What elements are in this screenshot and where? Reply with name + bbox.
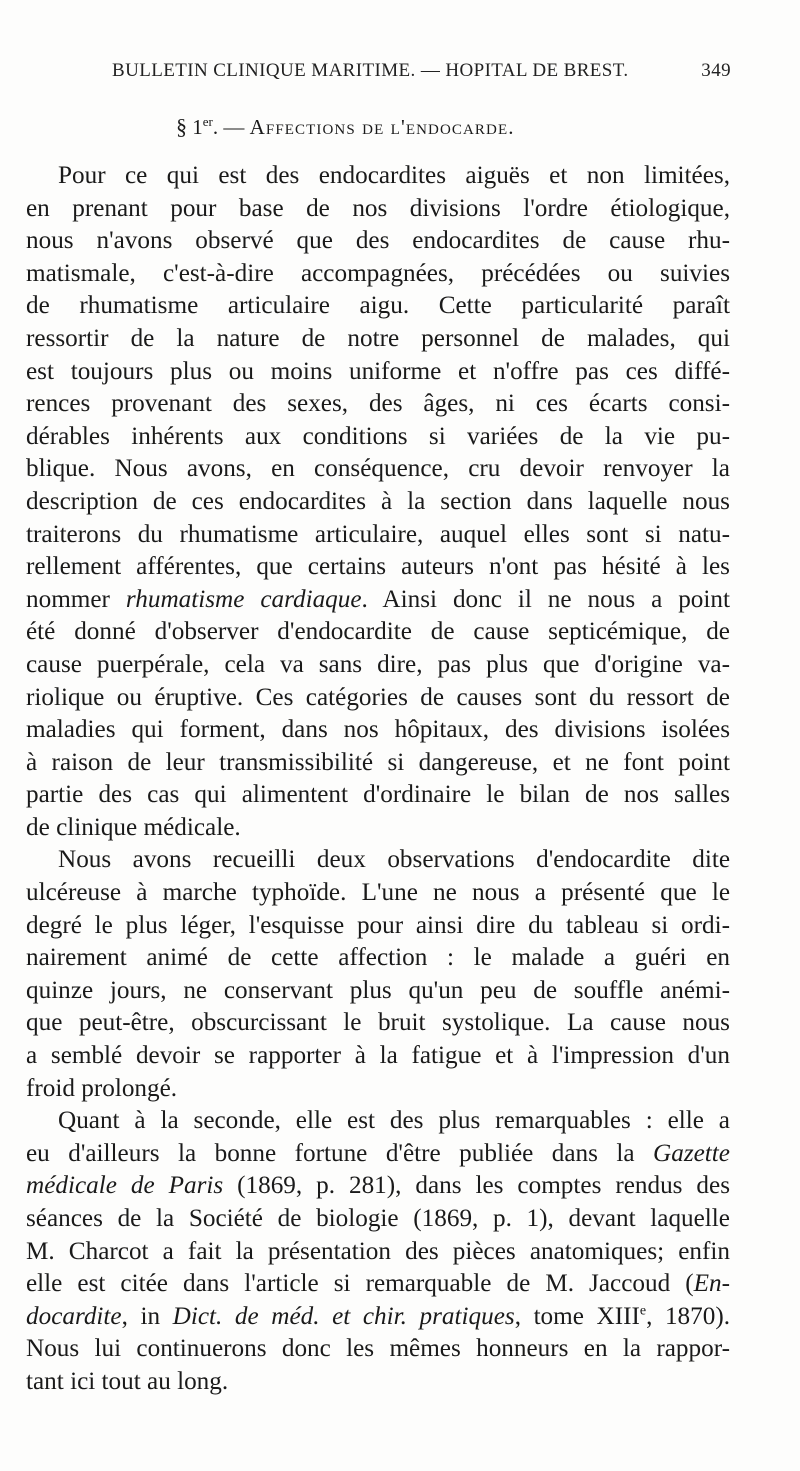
text-line: tant ici tout au long.: [26, 1367, 229, 1395]
text-line: riolique ou éruptive. Ces catégories de causes sont du ressort de: [26, 683, 730, 711]
text-line: rellement afférentes, que certains auteurs n'ont pas hésité à les: [26, 553, 730, 581]
section-dash: . —: [212, 115, 245, 139]
text-line: eu d'ailleurs la bonne fortune d'être publiée dans la Gazette: [26, 1139, 730, 1167]
section-title: Affections de l'endocarde.: [249, 115, 515, 139]
text-line: de clinique médicale.: [26, 813, 241, 841]
text-line: a semblé devoir se rapporter à la fatigue et à l'impression d'un: [26, 1042, 730, 1070]
text-line: ulcéreuse à marche typhoïde. L'une ne nous a présenté que le: [26, 879, 730, 907]
text-line: partie des cas qui alimentent d'ordinaire le bilan de nos salles: [26, 781, 730, 809]
text-line: est toujours plus ou moins uniforme et n'offre pas ces diffé-: [26, 357, 730, 385]
text-line: nous n'avons observé que des endocardites de cause rhu-: [26, 227, 730, 255]
text-line: matismale, c'est-à-dire accompagnées, précédées ou suivies: [26, 259, 730, 287]
running-title: BULLETIN CLINIQUE MARITIME. — HOPITAL DE BREST.: [112, 60, 629, 81]
text-line: description de ces endocardites à la section dans laquelle nous: [26, 487, 730, 515]
page-number: 349: [701, 60, 731, 81]
text-line: de rhumatisme articulaire aigu. Cette particularité paraît: [26, 292, 730, 320]
text-line: elle est citée dans l'article si remarquable de M. Jaccoud (En-: [26, 1270, 730, 1298]
text-line: nairement animé de cette affection : le malade a guéri en: [26, 944, 730, 972]
text-line: traiterons du rhumatisme articulaire, auquel elles sont si natu-: [26, 520, 730, 548]
section-number-superscript: er: [202, 114, 213, 129]
text-line: Nous lui continuerons donc les mêmes honneurs en la rappor-: [26, 1335, 730, 1363]
body-text: [26, 160, 730, 1399]
text-line: nommer rhumatisme cardiaque. Ainsi donc il ne nous a point: [26, 585, 730, 613]
text-line: froid prolongé.: [26, 1074, 178, 1102]
text-line: ressortir de la nature de notre personnel de malades, qui: [26, 324, 730, 352]
text-line: blique. Nous avons, en conséquence, cru devoir renvoyer la: [26, 455, 730, 483]
text-line: M. Charcot a fait la présentation des pièces anatomiques; enfin: [26, 1237, 730, 1265]
text-line: dérables inhérents aux conditions si variées de la vie pu-: [26, 422, 730, 450]
text-line: Nous avons recueilli deux observations d'endocardite dite: [58, 846, 730, 874]
text-line: docardite, in Dict. de méd. et chir. pratiques, tome XIIIe, 1870).: [26, 1302, 731, 1330]
text-line: rences provenant des sexes, des âges, ni ces écarts consi-: [26, 390, 730, 418]
section-heading: [176, 114, 515, 140]
text-line: séances de la Société de biologie (1869, p. 1), devant laquelle: [26, 1205, 730, 1232]
running-head: [106, 60, 731, 88]
text-line: quinze jours, ne conservant plus qu'un peu de souffle anémi-: [26, 976, 730, 1004]
text-line: à raison de leur transmissibilité si dangereuse, et ne font point: [26, 748, 730, 776]
text-line: Quant à la seconde, elle est des plus remarquables : elle a: [58, 1107, 730, 1135]
text-line: médicale de Paris (1869, p. 281), dans les comptes rendus des: [26, 1172, 730, 1200]
text-line: en prenant pour base de nos divisions l'ordre étiologique,: [26, 194, 730, 222]
section-number: 1: [192, 115, 203, 139]
text-line: maladies qui forment, dans nos hôpitaux, des divisions isolées: [26, 716, 730, 744]
text-line: cause puerpérale, cela va sans dire, pas plus que d'origine va-: [26, 650, 730, 678]
text-line: degré le plus léger, l'esquisse pour ainsi dire du tableau si ordi-: [26, 911, 730, 939]
text-line: que peut-être, obscurcissant le bruit systolique. La cause nous: [26, 1009, 730, 1037]
section-symbol: §: [176, 114, 187, 139]
text-line: Pour ce qui est des endocardites aiguës et non limitées,: [58, 162, 730, 189]
text-line: été donné d'observer d'endocardite de cause septicémique, de: [26, 618, 730, 646]
